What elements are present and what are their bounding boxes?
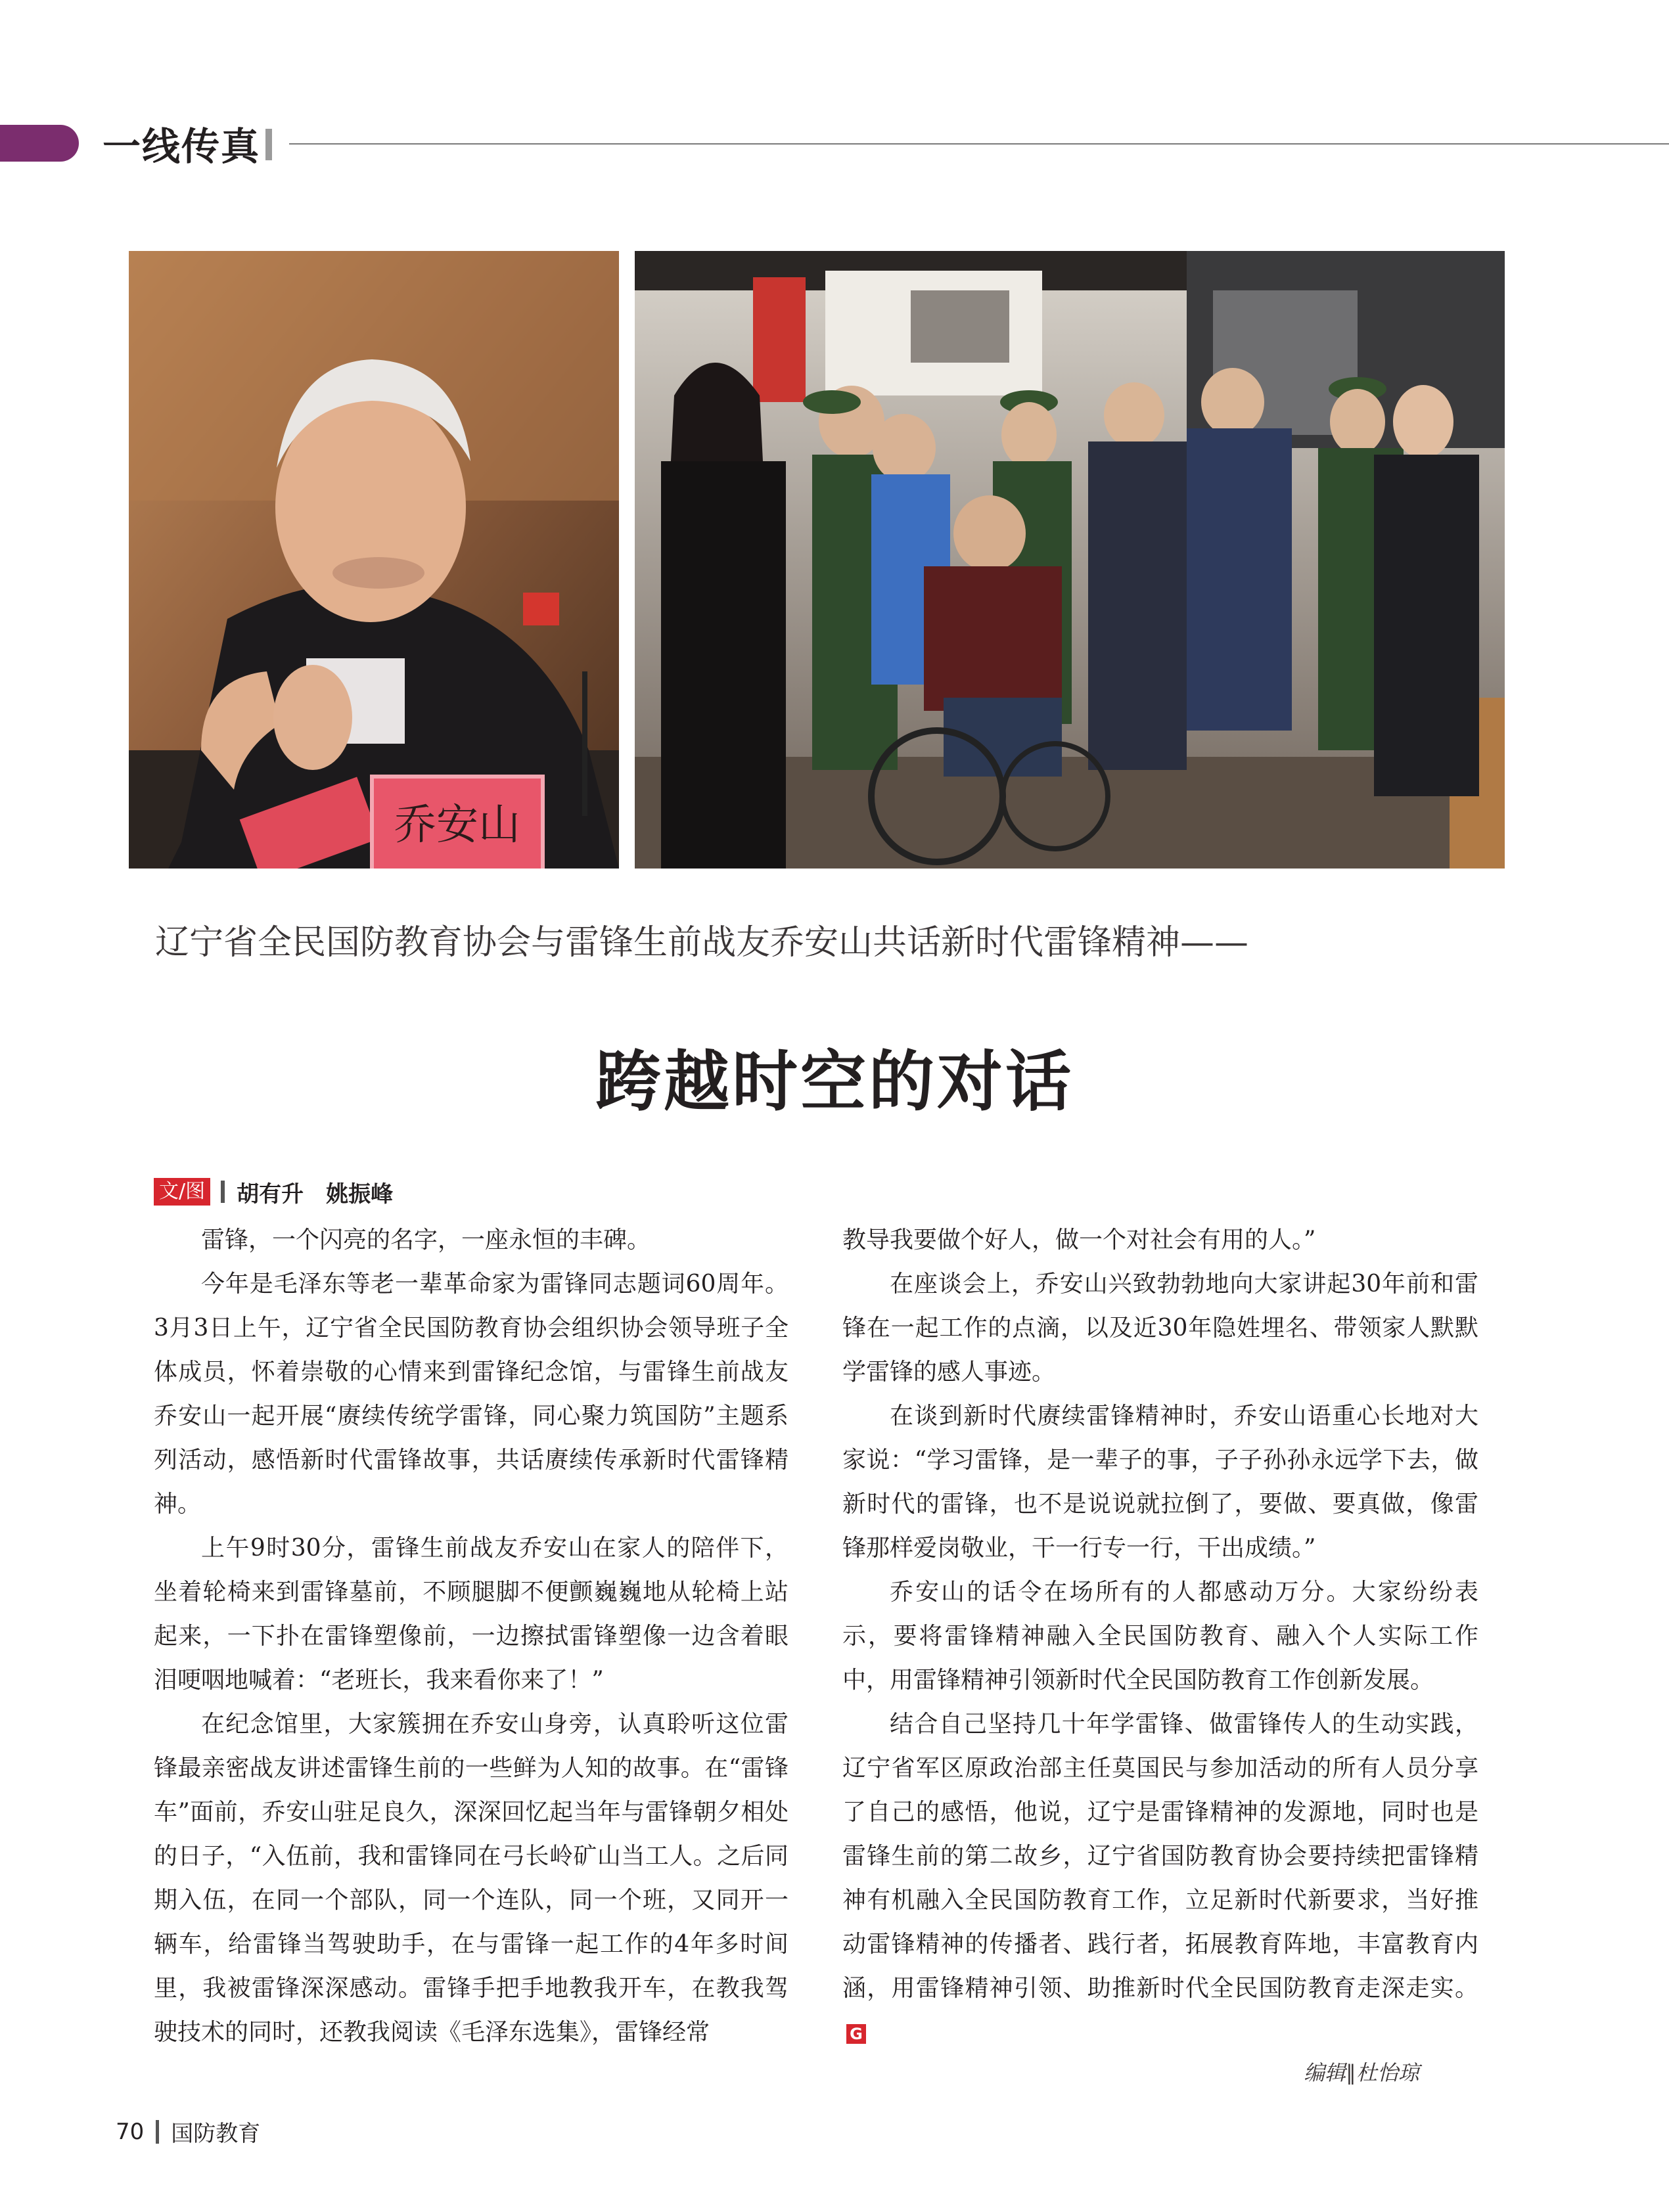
page-number: 70 xyxy=(116,2118,145,2145)
photo-right-illustration xyxy=(635,251,1505,869)
body-paragraph: 在座谈会上，乔安山兴致勃勃地向大家讲起30年前和雷锋在一起工作的点滴，以及近30年隐姓埋名、带领家人默默学雷锋的感人事迹。 xyxy=(842,1271,1478,1386)
section-title: 一线传真 xyxy=(103,124,261,169)
magazine-name: 国防教育 xyxy=(171,2121,261,2147)
end-mark-icon: G xyxy=(846,2024,866,2044)
editor-credit: 编辑∥杜怡琼 xyxy=(1304,2060,1420,2085)
section-title-tick xyxy=(265,129,272,160)
body-paragraph-text: 结合自己坚持几十年学雷锋、做雷锋传人的生动实践，辽宁省军区原政治部主任莫国民与参加活动的所有人员分享了自己的感悟，他说，辽宁是雷锋精神的发源地，同时也是雷锋生前的第二故乡，辽宁省国防教育协会要持续把雷锋精神有机融入全民国防教育工作，立足新时代新要求，当好推动雷锋精神的传播者、践行者，拓展教育阵地，丰富教育内涵，用雷锋精神引领、助推新时代全民国防教育走深走实。 xyxy=(842,1711,1478,2002)
body-column-left xyxy=(154,1218,789,2054)
body-paragraph: 在谈到新时代赓续雷锋精神时，乔安山语重心长地对大家说：“学习雷锋，是一辈子的事，子子孙孙永远学下去，做新时代的雷锋，也不是说说就拉倒了，要做、要真做，像雷锋那样爱岗敬业，干一行专一行，干出成绩。” xyxy=(842,1403,1478,1562)
body-paragraph: 乔安山的话令在场所有的人都感动万分。大家纷纷表示，要将雷锋精神融入全民国防教育、融入个人实际工作中，用雷锋精神引领新时代全民国防教育工作创新发展。 xyxy=(842,1579,1478,1694)
photo-left-illustration xyxy=(129,251,619,869)
article-kicker: 辽宁省全民国防教育协会与雷锋生前战友乔安山共话新时代雷锋精神—— xyxy=(155,923,1249,962)
footer-separator xyxy=(156,2120,159,2144)
byline-tag: 文/图 xyxy=(154,1178,210,1206)
body-paragraph-last xyxy=(842,1702,1478,2054)
article-headline: 跨越时空的对话 xyxy=(595,1043,1074,1120)
body-paragraph: 上午9时30分，雷锋生前战友乔安山在家人的陪伴下，坐着轮椅来到雷锋墓前，不顾腿脚不便颤巍巍地从轮椅上站起来，一下扑在雷锋塑像前，一边擦拭雷锋塑像一边含着眼泪哽咽地喊着：“老班长，我来看你来了！” xyxy=(154,1535,789,1694)
body-paragraph: 在纪念馆里，大家簇拥在乔安山身旁，认真聆听这位雷锋最亲密战友讲述雷锋生前的一些鲜为人知的故事。在“雷锋车”面前，乔安山驻足良久，深深回忆起当年与雷锋朝夕相处的日子，“入伍前，我和雷锋同在弓长岭矿山当工人。之后同期入伍，在同一个部队，同一个连队，同一个班，又同开一辆车，给雷锋当驾驶助手，在与雷锋一起工作的4年多时间里，我被雷锋深深感动。雷锋手把手地教我开车，在教我驾驶技术的同时，还教我阅读《毛泽东选集》，雷锋经常 xyxy=(154,1711,789,2046)
body-paragraph: 雷锋，一个闪亮的名字，一座永恒的丰碑。 xyxy=(201,1227,651,1253)
byline-authors: 胡有升 姚振峰 xyxy=(237,1181,394,1208)
photo-name-card: 乔安山 xyxy=(394,801,520,849)
byline-separator xyxy=(221,1181,225,1203)
page-footer xyxy=(116,2115,260,2148)
body-paragraph: 今年是毛泽东等老一辈革命家为雷锋同志题词60周年。3月3日上午，辽宁省全民国防教育协会组织协会领导班子全体成员，怀着崇敬的心情来到雷锋纪念馆，与雷锋生前战友乔安山一起开展“赓续传统学雷锋，同心聚力筑国防”主题系列活动，感悟新时代雷锋故事，共话赓续传承新时代雷锋精神。 xyxy=(154,1271,789,1518)
photo-memorial-hall-visit xyxy=(635,251,1505,869)
byline xyxy=(154,1177,393,1206)
section-color-bar xyxy=(0,125,79,162)
section-rule xyxy=(289,143,1669,145)
body-column-right xyxy=(842,1218,1478,2054)
photo-qiao-anshan-speaking xyxy=(129,251,619,869)
body-paragraph-continued: 教导我要做个好人，做一个对社会有用的人。” xyxy=(842,1227,1316,1253)
